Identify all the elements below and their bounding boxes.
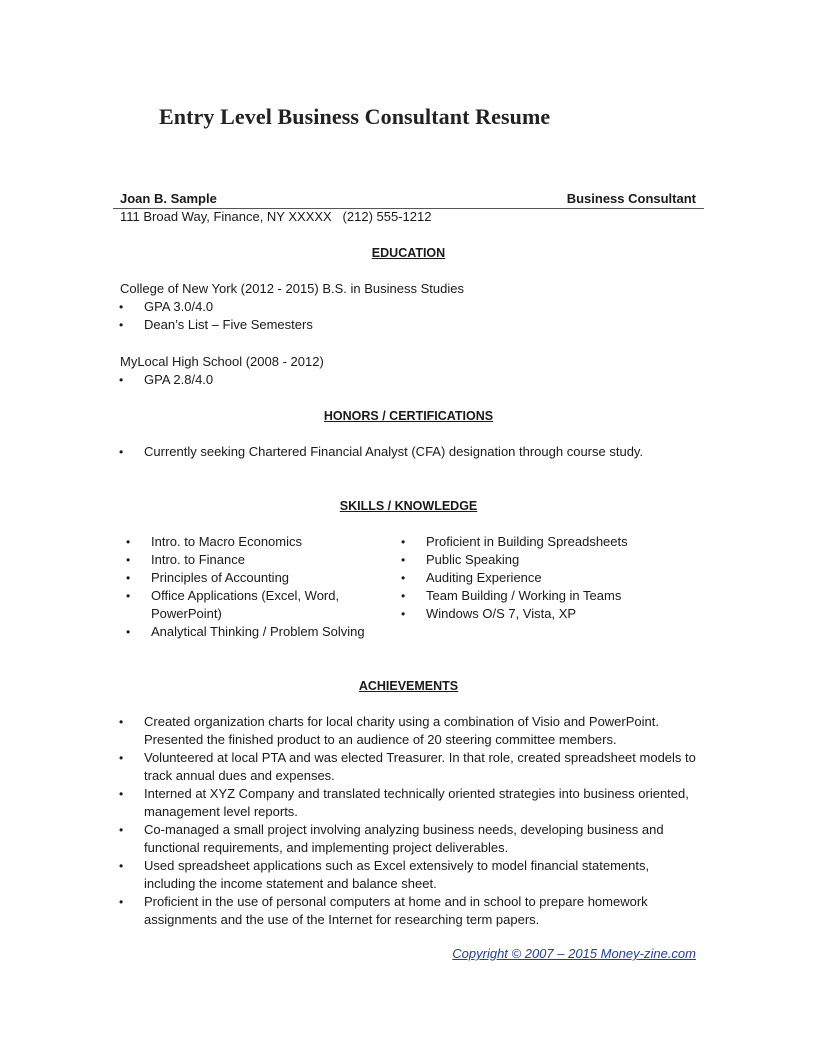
page-title: Entry Level Business Consultant Resume	[159, 104, 551, 129]
list-item: • Team Building / Working in Teams	[426, 587, 696, 605]
list-item: • Public Speaking	[426, 551, 696, 569]
contact-line: 111 Broad Way, Finance, NY XXXXX (212) 555-1212	[120, 209, 432, 224]
list-item: • Volunteered at local PTA and was elected Treasurer. In that role, created spreadsheet models to track annual dues and expenses.	[144, 749, 704, 785]
list-item: • Co-managed a small project involving analyzing business needs, developing business and functional requirements, and implementing project deliverables.	[144, 821, 704, 857]
list-item: • Intro. to Macro Economics	[151, 533, 386, 551]
list-item: • Proficient in the use of personal computers at home and in school to prepare homework assignments and the use of the Internet for researching term papers.	[144, 893, 704, 929]
list-item: • Intro. to Finance	[151, 551, 386, 569]
achievements-list	[144, 713, 704, 929]
list-item: • Windows O/S 7, Vista, XP	[426, 605, 696, 623]
list-item: • Interned at XYZ Company and translated technically oriented strategies into business oriented, management level reports.	[144, 785, 704, 821]
skills-left-column	[151, 533, 386, 641]
high-school-line: MyLocal High School (2008 - 2012)	[120, 354, 324, 369]
list-item: • GPA 2.8/4.0	[144, 371, 213, 389]
list-item: • Used spreadsheet applications such as Excel extensively to model financial statements, including the income statement and balance sheet.	[144, 857, 704, 893]
list-item: • Office Applications (Excel, Word, PowerPoint)	[151, 587, 361, 623]
education-heading: EDUCATION	[371, 246, 446, 260]
list-item: • Proficient in Building Spreadsheets	[426, 533, 696, 551]
skills-heading: SKILLS / KNOWLEDGE	[339, 499, 478, 513]
candidate-role: Business Consultant	[566, 191, 696, 206]
achievements-heading: ACHIEVEMENTS	[358, 679, 459, 693]
list-item: • GPA 3.0/4.0	[144, 298, 213, 316]
list-item: • Principles of Accounting	[151, 569, 386, 587]
skills-right-column	[426, 533, 696, 623]
list-item: • Currently seeking Chartered Financial Analyst (CFA) designation through course study.	[144, 443, 643, 461]
list-item: • Analytical Thinking / Problem Solving	[151, 623, 386, 641]
candidate-name: Joan B. Sample	[120, 191, 217, 206]
list-item: • Dean’s List – Five Semesters	[144, 316, 313, 334]
honors-heading: HONORS / CERTIFICATIONS	[323, 409, 494, 423]
list-item: • Created organization charts for local charity using a combination of Visio and PowerPoint. Presented the finished product to an audience of 20 steering committee members.	[144, 713, 704, 749]
copyright-link[interactable]: Copyright © 2007 – 2015 Money-zine.com	[452, 946, 696, 961]
college-line: College of New York (2012 - 2015) B.S. in Business Studies	[120, 281, 464, 296]
name-header	[113, 190, 704, 209]
list-item: • Auditing Experience	[426, 569, 696, 587]
